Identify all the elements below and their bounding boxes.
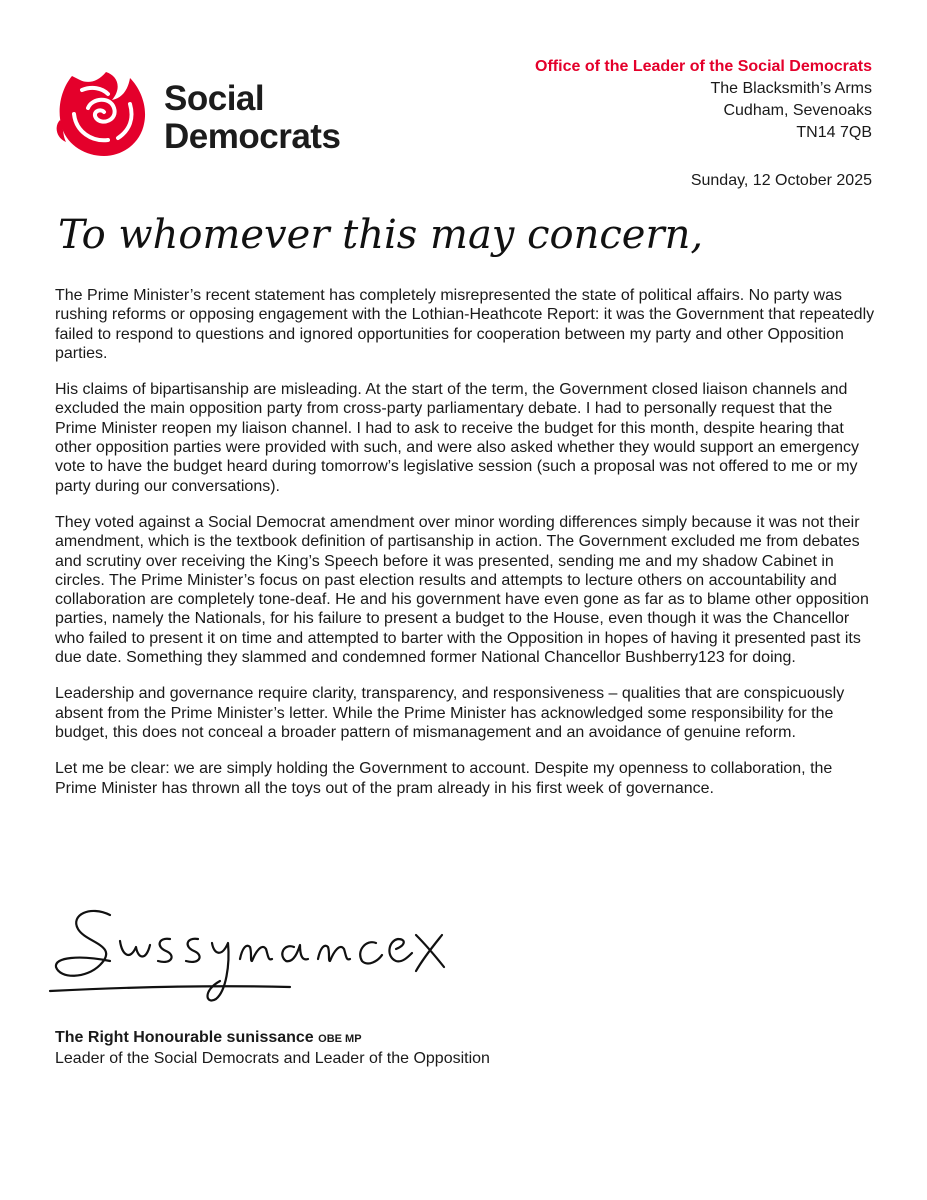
signoff-block [55, 1028, 490, 1069]
signatory-role: Leader of the Social Democrats and Leader of the Opposition [55, 1050, 490, 1067]
paragraph: They voted against a Social Democrat amendment over minor wording differences simply because it was not their amendment, which is the textbook definition of partisanship in action. The Government excluded me from debates and scrutiny over receiving the King’s Speech before it was presented, sending me and my shadow Cabinet in circles. The Prime Minister’s focus on past election results and attempts to lecture others on accountability and collaboration are completely tone-deaf. He and his government have even gone as far as to blame other opposition parties, namely the Nationals, for his failure to present a budget to the House, even though it was the Chancellor who failed to present it on time and attempted to barter with the Opposition in hopes of having it presented past its due date. Something they slammed and condemned former National Chancellor Bushberry123 for doing. [55, 513, 869, 667]
party-name-line1: Social [164, 79, 265, 118]
party-logo [52, 68, 372, 158]
handwritten-signature [50, 895, 450, 1015]
paragraph: His claims of bipartisanship are misleading. At the start of the term, the Government closed liaison channels and excluded the main opposition party from cross-party parliamentary debate. I had to personally request that the Prime Minister reopen my liaison channel. I had to ask to receive the budget for this month, despite hearing that other opposition parties were provided with such, and were also asked whether they would support an emergency vote to have the budget heard during tomorrow’s legislative session (such a proposal was not offered to me or my party during our conversations). [55, 381, 860, 495]
address-line-1: The Blacksmith’s Arms [710, 80, 872, 97]
address-line-3: TN14 7QB [796, 124, 872, 141]
address-line-2: Cudham, Sevenoaks [723, 102, 872, 119]
letter-date: Sunday, 12 October 2025 [690, 172, 872, 189]
paragraph: Leadership and governance require clarity, transparency, and responsiveness – qualities that are conspicuously absent from the Prime Minister’s letter. While the Prime Minister has acknowledged some responsibility for the budget, this does not conceal a broader pattern of mismanagement and an avoidance of genuine reform. [55, 685, 845, 741]
signatory-name: The Right Honourable sunissance [55, 1029, 314, 1046]
party-name-line2: Democrats [164, 117, 341, 156]
sender-block [535, 56, 872, 144]
rose-icon [52, 68, 152, 158]
paragraph: The Prime Minister’s recent statement has completely misrepresented the state of political affairs. No party was rushing reforms or opposing engagement with the Lothian-Heathcote Report: it was the Government that repeatedly failed to respond to questions and ignored opportunities for cooperation between my party and other Opposition parties. [55, 287, 875, 362]
party-name [164, 80, 340, 156]
handwritten-salutation [48, 196, 704, 282]
salutation-text: To whomever this may concern, [58, 212, 704, 258]
letter-body [55, 286, 875, 815]
paragraph: Let me be clear: we are simply holding the Government to account. Despite my openness to collaboration, the Prime Minister has thrown all the toys out of the pram already in his first week of governance. [55, 760, 833, 797]
postnominals: OBE MP [318, 1033, 362, 1045]
office-name: Office of the Leader of the Social Democrats [535, 58, 872, 75]
